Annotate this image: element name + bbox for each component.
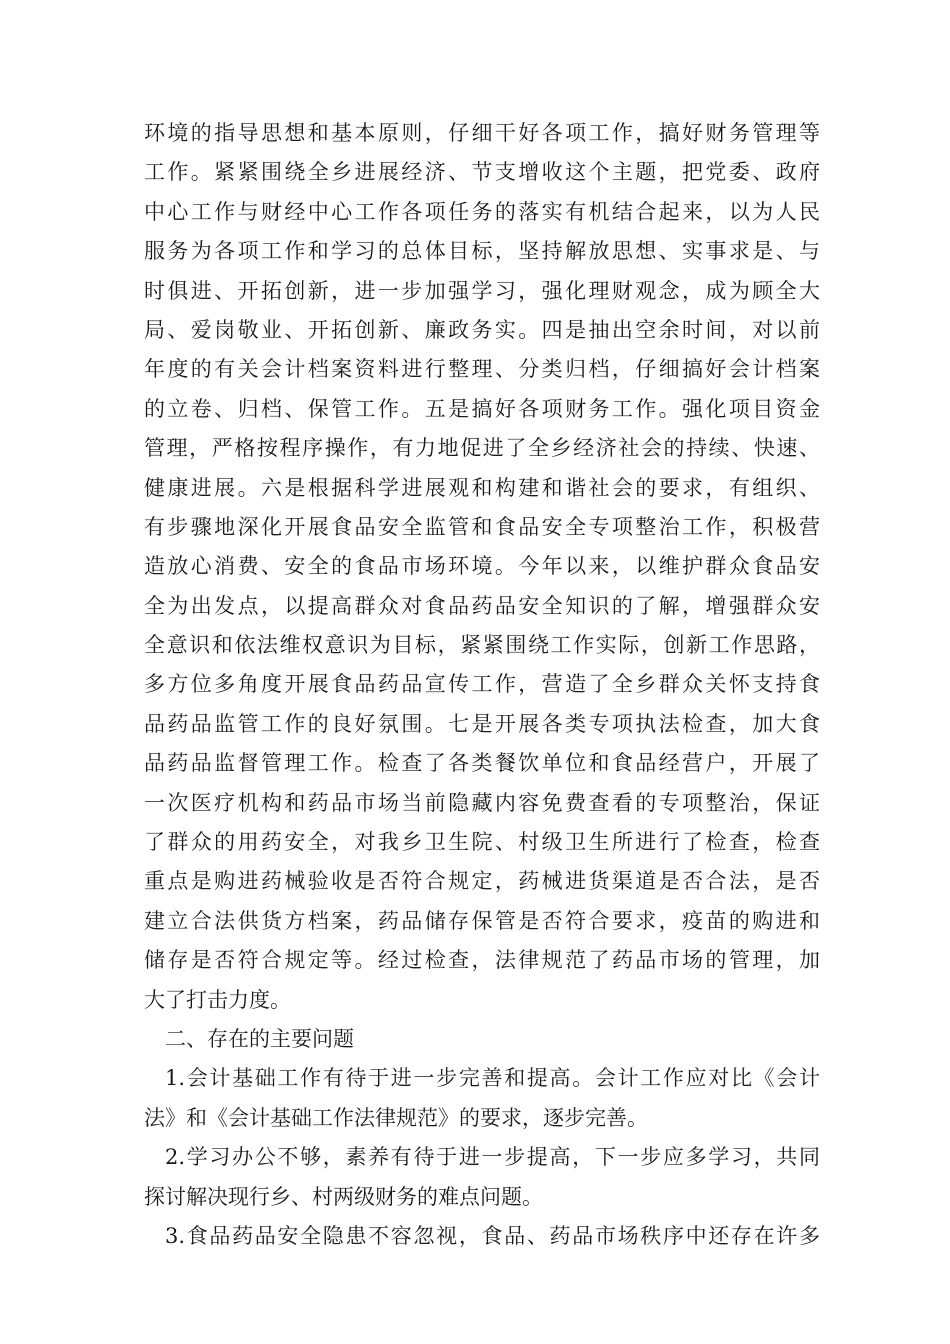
document-body xyxy=(144,114,820,1256)
text-line: 管理，严格按程序操作，有力地促进了全乡经济社会的持续、快速、 xyxy=(144,436,820,461)
text-line: 品药品监管工作的良好氛围。七是开展各类专项执法检查，加大食 xyxy=(144,711,820,736)
text-line: 全意识和依法维权意识为目标，紧紧围绕工作实际，创新工作思路， xyxy=(144,633,820,658)
list-item-3: 3.食品药品安全隐患不容忽视，食品、药品市场秩序中还存在许多 xyxy=(165,1223,820,1248)
text-line: 环境的指导思想和基本原则，仔细干好各项工作，搞好财务管理等 xyxy=(144,121,820,145)
text-line: 探讨解决现行乡、村两级财务的难点问题。 xyxy=(144,1184,543,1209)
text-line: 年度的有关会计档案资料进行整理、分类归档，仔细搞好会计档案 xyxy=(144,357,820,382)
text-line: 局、爱岗敬业、开拓创新、廉政务实。四是抽出空余时间，对以前 xyxy=(144,317,820,342)
list-item-1: 1.会计基础工作有待于进一步完善和提高。会计工作应对比《会计 xyxy=(165,1066,820,1091)
section-heading: 二、存在的主要问题 xyxy=(165,1026,354,1051)
text-line: 中心工作与财经中心工作各项任务的落实有机结合起来，以为人民 xyxy=(144,199,820,224)
list-item-2: 2.学习办公不够，素养有待于进一步提高，下一步应多学习，共同 xyxy=(165,1145,820,1170)
text-line: 健康进展。六是根据科学进展观和构建和谐社会的要求，有组织、 xyxy=(144,475,820,500)
text-line: 一次医疗机构和药品市场当前隐藏内容免费查看的专项整治，保证 xyxy=(144,790,820,815)
text-line: 时俱进、开拓创新，进一步加强学习，强化理财观念，成为顾全大 xyxy=(144,278,820,303)
text-line: 多方位多角度开展食品药品宣传工作，营造了全乡群众关怀支持食 xyxy=(144,672,820,697)
text-line: 服务为各项工作和学习的总体目标，坚持解放思想、实事求是、与 xyxy=(144,239,820,264)
text-line: 的立卷、归档、保管工作。五是搞好各项财务工作。强化项目资金 xyxy=(144,396,820,421)
text-line: 大了打击力度。 xyxy=(144,987,291,1012)
text-line: 品药品监督管理工作。检查了各类餐饮单位和食品经营户，开展了 xyxy=(144,751,820,776)
text-line: 工作。紧紧围绕全乡进展经济、节支增收这个主题，把党委、政府 xyxy=(144,160,820,185)
text-line: 造放心消费、安全的食品市场环境。今年以来，以维护群众食品安 xyxy=(144,554,820,579)
text-line: 法》和《会计基础工作法律规范》的要求，逐步完善。 xyxy=(144,1105,648,1130)
text-line: 建立合法供货方档案，药品储存保管是否符合要求，疫苗的购进和 xyxy=(144,908,820,933)
text-line: 全为出发点，以提高群众对食品药品安全知识的了解，增强群众安 xyxy=(144,593,820,618)
text-line: 重点是购进药械验收是否符合规定，药械进货渠道是否合法，是否 xyxy=(144,869,820,894)
text-line: 储存是否符合规定等。经过检查，法律规范了药品市场的管理，加 xyxy=(144,948,820,973)
text-line: 有步骤地深化开展食品安全监管和食品安全专项整治工作，积极营 xyxy=(144,514,820,539)
text-line: 了群众的用药安全，对我乡卫生院、村级卫生所进行了检查，检查 xyxy=(144,830,820,855)
